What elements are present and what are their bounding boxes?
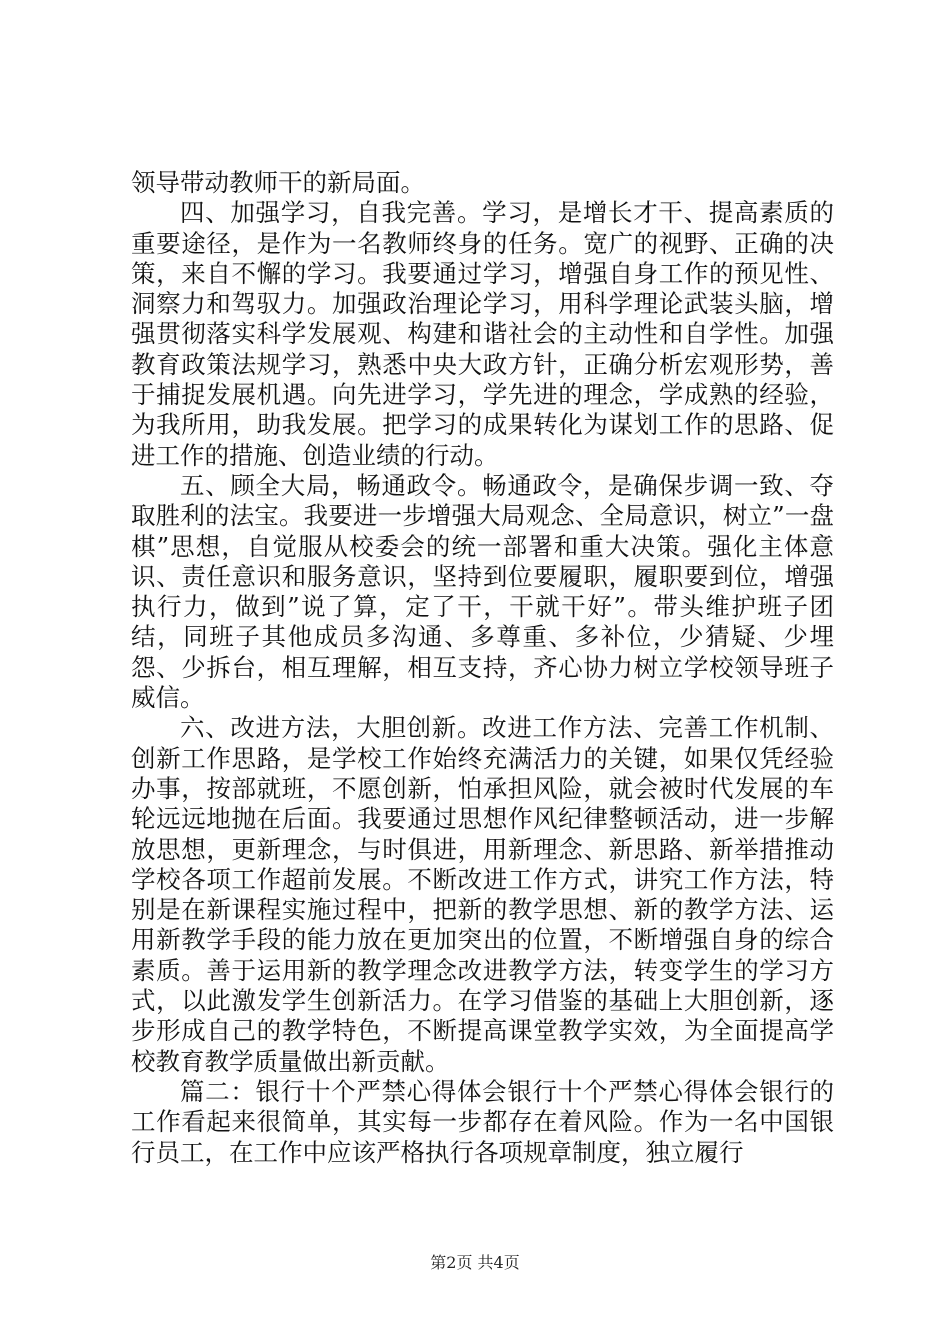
paragraph-part-2: 篇二：银行十个严禁心得体会银行十个严禁心得体会银行的工作看起来很简单，其实每一步都存在着风险。作为一名中国银行员工，在工作中应该严格执行各项规章制度，独立履行 bbox=[131, 1076, 834, 1167]
page-number-footer: 第2页 共4页 bbox=[430, 1253, 520, 1272]
paragraph-section-5: 五、顾全大局，畅通政令。畅通政令，是确保步调一致、夺取胜利的法宝。我要进一步增强大局观念、全局意识，树立”一盘棋”思想，自觉服从校委会的统一部署和重大决策。强化主体意识、责任意识和服务意识，坚持到位要履职，履职要到位，增强执行力，做到”说了算，定了干，干就干好”。带头维护班子团结，同班子其他成员多沟通、多尊重、多补位，少猜疑、少埋怨、少拆台，相互理解，相互支持，齐心协力树立学校领导班子威信。 bbox=[131, 470, 834, 713]
paragraph-continuation: 领导带动教师干的新局面。 bbox=[131, 168, 425, 197]
paragraph-section-6: 六、改进方法，大胆创新。改进工作方法、完善工作机制、创新工作思路，是学校工作始终充满活力的关键，如果仅凭经验办事，按部就班，不愿创新，怕承担风险，就会被时代发展的车轮远远地抛在后面。我要通过思想作风纪律整顿活动，进一步解放思想，更新理念，与时俱进，用新理念、新思路、新举措推动学校各项工作超前发展。不断改进工作方式，讲究工作方法，特别是在新课程实施过程中，把新的教学思想、新的教学方法、运用新教学手段的能力放在更加突出的位置，不断增强自身的综合素质。善于运用新的教学理念改进教学方法，转变学生的学习方式，以此激发学生创新活力。在学习借鉴的基础上大胆创新，逐步形成自己的教学特色，不断提高课堂教学实效，为全面提高学校教育教学质量做出新贡献。 bbox=[131, 713, 834, 1076]
paragraph-section-4: 四、加强学习，自我完善。学习，是增长才干、提高素质的重要途径，是作为一名教师终身的任务。宽广的视野、正确的决策，来自不懈的学习。我要通过学习，增强自身工作的预见性、洞察力和驾驭力。加强政治理论学习，用科学理论武装头脑，增强贯彻落实科学发展观、构建和谐社会的主动性和自学性。加强教育政策法规学习，熟悉中央大政方针，正确分析宏观形势，善于捕捉发展机遇。向先进学习，学先进的理念，学成熟的经验，为我所用，助我发展。把学习的成果转化为谋划工作的思路、促进工作的措施、创造业绩的行动。 bbox=[131, 198, 834, 470]
document-body bbox=[131, 168, 834, 1168]
